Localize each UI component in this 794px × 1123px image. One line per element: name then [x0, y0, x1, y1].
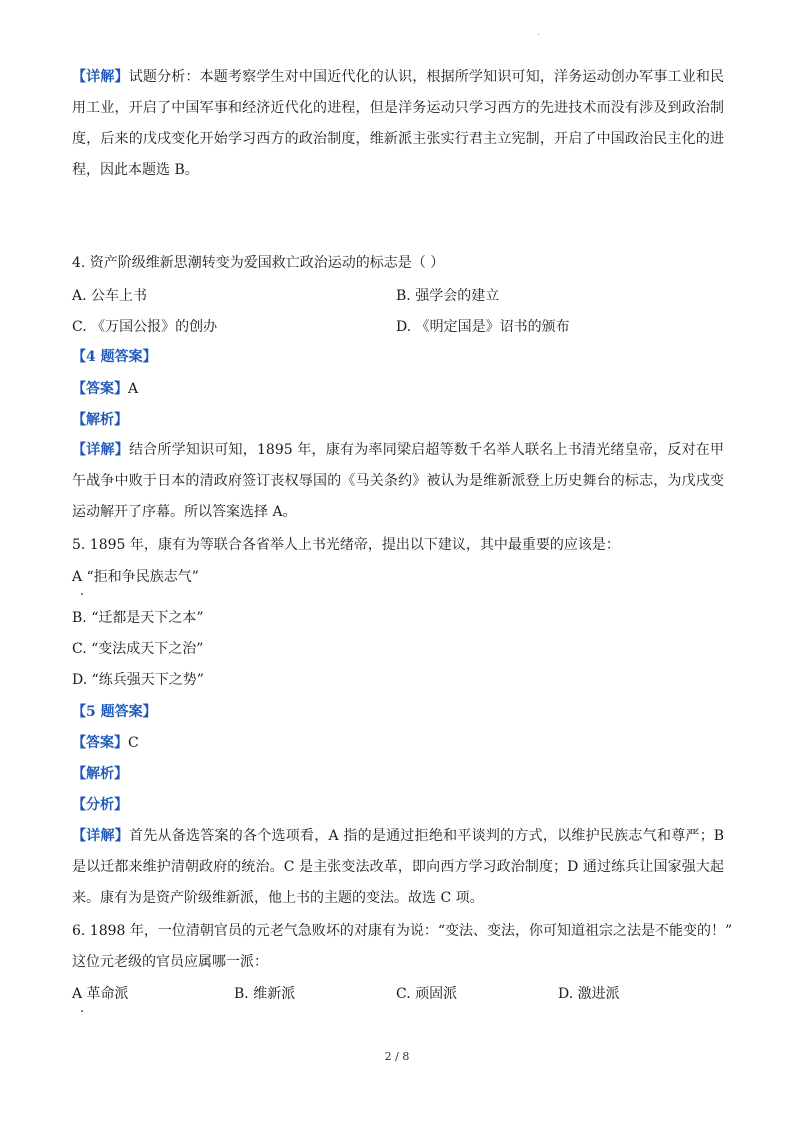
q5-option-d: D. “练兵强天下之势”	[72, 672, 204, 688]
q5-option-c: C. “变法成天下之治”	[72, 641, 204, 657]
q5-answer-block: 【5 题答案】	[72, 704, 157, 720]
q6-option-b: B. 维新派	[234, 986, 296, 1002]
q6-stem-line2: 这位元老级的官员应属哪一派：	[72, 954, 268, 970]
q5-option-b: B. “迁都是天下之本”	[72, 610, 204, 626]
stray-dot	[81, 593, 83, 595]
q6-stem-line1: 6. 1898 年，一位清朝官员的元老气急败坏的对康有为说：“变法、变法，你可知道祖宗之法是不能变的！”	[72, 923, 733, 939]
q5-option-a: A “拒和争民族志气”	[72, 569, 199, 585]
q4-stem: 4. 资产阶级维新思潮转变为爱国救亡政治运动的标志是（ ）	[72, 255, 445, 271]
q4-option-c: C. 《万国公报》的创办	[72, 319, 218, 335]
q5-fenxi-tag: 【分析】	[72, 797, 128, 813]
page-number: 2 / 8	[384, 1050, 410, 1063]
q5-answer: C	[128, 735, 139, 751]
q4-detail-tag: 【详解】	[72, 442, 129, 458]
q3-detail-tag: 【详解】	[72, 69, 129, 85]
q4-answer-tag: 【答案】	[72, 381, 128, 397]
q5-detail-paragraph	[72, 821, 724, 914]
q5-stem: 5. 1895 年，康有为等联合各省举人上书光绪帝，提出以下建议，其中最重要的应该是：	[72, 537, 620, 553]
q5-detail-tag: 【详解】	[72, 828, 130, 844]
q6-option-c: C. 顽固派	[396, 986, 458, 1002]
q4-answer-block: 【4 题答案】	[72, 349, 157, 365]
q3-detail-text: 试题分析：本题考察学生对中国近代化的认识，根据所学知识可知，洋务运动创办军事工业和民用工业，开启了中国军事和经济近代化的进程，但是洋务运动只学习西方的先进技术而没有涉及到政治制度，后来的戊戌变化开始学习西方的政治制度，维新派主张实行君主立宪制，开启了中国政治民主化的进程，因此本题选 B。	[72, 69, 725, 178]
q3-detail-paragraph	[72, 62, 724, 186]
stray-dot-2	[81, 1010, 83, 1012]
q4-answer-line	[72, 379, 138, 399]
q4-answer: A	[128, 381, 139, 397]
q4-option-d: D. 《明定国是》诏书的颁布	[396, 319, 570, 335]
q5-detail-text: 首先从备选答案的各个选项看，A 指的是通过拒绝和平谈判的方式，以维护民族志气和尊严；B 是以迁都来维护清朝政府的统治。C 是主张变法改革，即向西方学习政治制度；D 通过练兵让国家强大起来。康有为是资产阶级维新派，他上书的主题的变法。故选 C 项。	[72, 828, 724, 906]
q4-option-b: B. 强学会的建立	[396, 288, 500, 304]
q4-option-a: A. 公车上书	[72, 288, 148, 304]
top-mark: .	[537, 28, 540, 38]
q5-analysis-tag: 【解析】	[72, 766, 128, 782]
q5-answer-line	[72, 733, 139, 753]
q4-analysis-tag: 【解析】	[72, 412, 128, 428]
q5-answer-tag: 【答案】	[72, 735, 128, 751]
q4-detail-text: 结合所学知识可知，1895 年，康有为率同梁启超等数千名举人联名上书清光绪皇帝，反对在甲午战争中败于日本的清政府签订丧权辱国的《马关条约》被认为是维新派登上历史舞台的标志，为戊戌变运动解开了序幕。所以答案选择 A。	[72, 442, 725, 520]
q6-option-a: A 革命派	[72, 986, 129, 1002]
q4-detail-paragraph	[72, 435, 724, 528]
q6-option-d: D. 激进派	[558, 986, 620, 1002]
